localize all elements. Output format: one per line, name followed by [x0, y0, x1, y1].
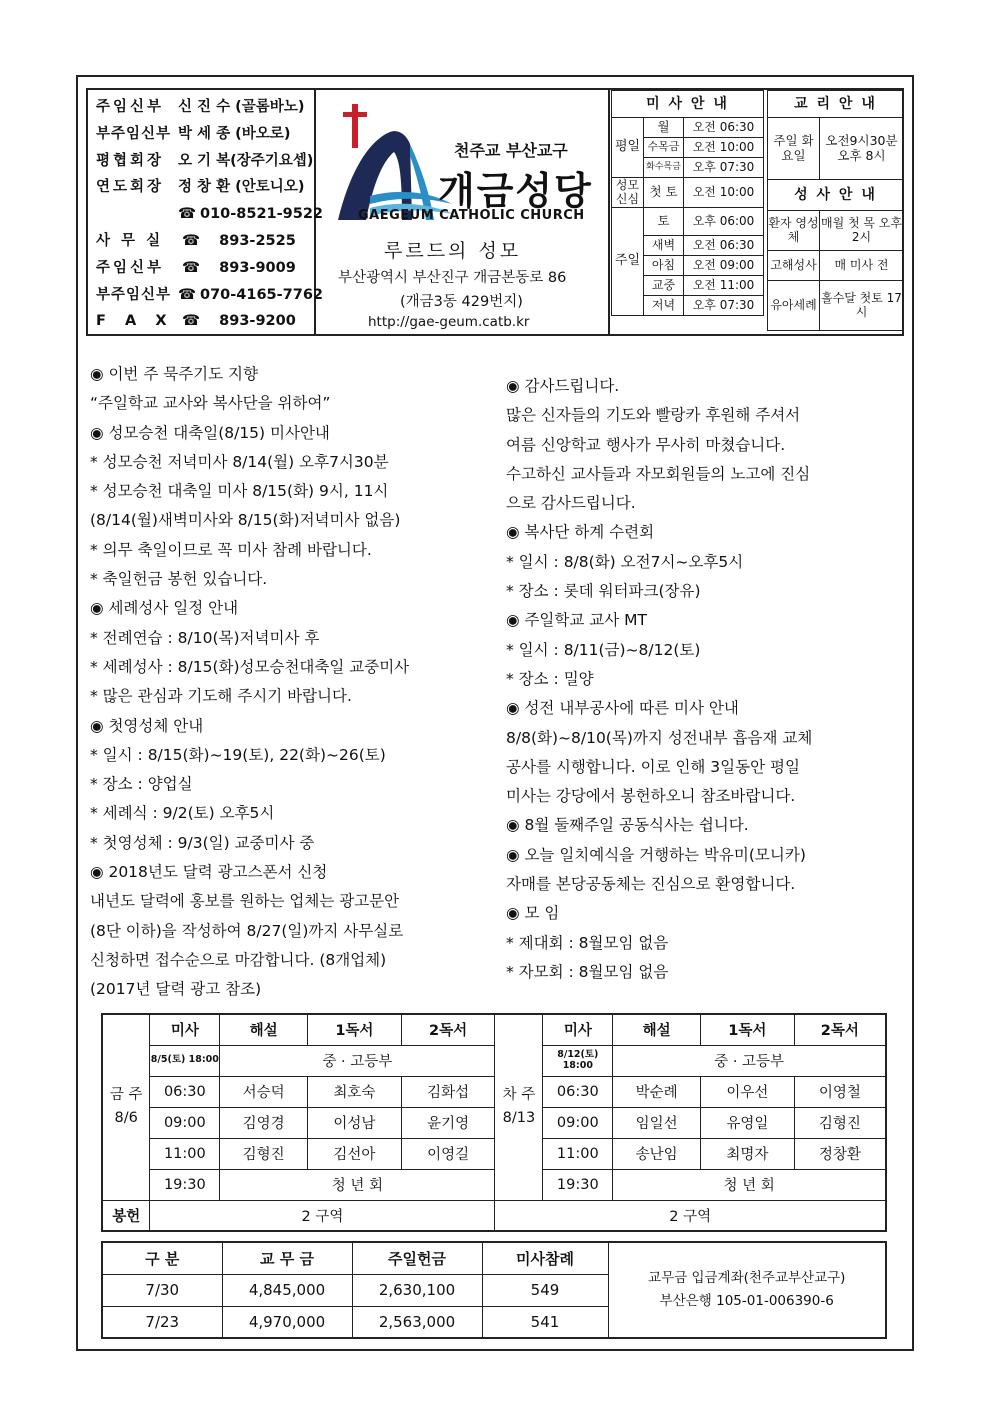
notice-line: ◉ 첫영성체 안내	[90, 716, 204, 735]
phone-icon: ☎	[177, 286, 197, 303]
notice-line: (8/14(월)새벽미사와 8/15(화)저녁미사 없음)	[90, 511, 401, 530]
phone-row: 사 무 실 ☎ 893-2525	[96, 228, 314, 255]
notice-line: * 성모승천 대축일 미사 8/15(화) 9시, 11시	[90, 482, 389, 501]
church-logo-block: 천주교 부산교구 개금성당 GAEGEUM CATHOLIC CHURCH 루르드의 성모 부산광역시 부산진구 개금본동로 86 (개금3동 429번지) http://gae-geum.catb.kr	[316, 90, 610, 334]
bulletin-header	[86, 88, 904, 336]
notice-line: * 장소 : 롯데 워터파크(장유)	[506, 582, 701, 601]
staff-row: 주임신부 신 진 수 (골롬바노)	[96, 99, 305, 115]
staff-list	[88, 90, 324, 334]
notice-line: * 제대회 : 8월모임 없음	[506, 933, 669, 952]
notice-line: ◉ 이번 주 묵주기도 지향	[90, 365, 258, 383]
staff-row: 평협회장 오 기 복(장주기요셉)	[96, 152, 314, 169]
notice-line: 수고하신 교사들과 자모회원들의 노고에 진심	[506, 464, 811, 483]
notice-line: * 세례성사 : 8/15(화)성모승천대축일 교중미사	[90, 657, 410, 676]
notice-line: * 자모회 : 8월모임 없음	[506, 962, 669, 981]
notice-line: 여름 신앙학교 행사가 무사히 마쳤습니다.	[506, 435, 786, 454]
notice-line: ◉ 성전 내부공사에 따른 미사 안내	[506, 699, 739, 718]
staff-row: 연도회장 정 창 환 (안토니오)	[96, 179, 305, 196]
notice-line: ◉ 2018년도 달력 광고스폰서 신청	[90, 863, 328, 882]
notice-line: ◉ 주일학교 교사 MT	[506, 611, 647, 630]
notice-line: * 장소 : 양업실	[90, 775, 193, 794]
notice-line: 자매를 본당공동체는 진심으로 환영합니다.	[506, 875, 796, 894]
notices-left	[90, 360, 409, 1005]
phone-row: 부주임신부 ☎ 070-4165-7762	[96, 282, 314, 309]
notice-line: (2017년 달력 광고 참조)	[90, 980, 262, 999]
notice-line: * 축일헌금 봉헌 있습니다.	[90, 570, 268, 589]
phone-row: ☎ 010-8521-9522	[96, 201, 314, 228]
phone-icon: ☎	[181, 259, 201, 276]
notice-line: ◉ 8월 둘째주일 공동식사는 쉽니다.	[506, 816, 749, 835]
phone-row: 주임신부 ☎ 893-9009	[96, 255, 314, 282]
notice-line: * 전례연습 : 8/10(목)저녁미사 후	[90, 628, 320, 647]
notice-line: 많은 신자들의 기도와 빨랑카 후원해 주셔서	[506, 406, 801, 425]
phone-row: F A X ☎ 893-9200	[96, 308, 314, 335]
notice-line: 8/8(화)~8/10(목)까지 성전내부 흡음재 교체	[506, 728, 813, 747]
church-website-link[interactable]: http://gae-geum.catb.kr	[368, 314, 530, 330]
notice-line: * 일시 : 8/15(화)~19(토), 22(화)~26(토)	[90, 745, 386, 764]
notice-line: * 의무 축일이므로 꼭 미사 참례 바랍니다.	[90, 540, 372, 559]
notice-line: * 많은 관심과 기도해 주시기 바랍니다.	[90, 687, 352, 706]
reader-roster-table: 금 주 8/6 미사 해설 1독서 2독서 차 주 8/13 미사 해설 1독서 2독서 8/5(토) 18:00 중 · 고등부 8/12(토) 18:00 중 · 고등부 06:30 서승덕 최호숙 김화섭 06:30 박순례 이우선 이영철 09:00 김영경 이성남 윤기영 09:00 임일선 유영일 김형진 11:00 김형진 김선아 이영길 11:00 송난임 최명자 정창환 19:30 청 년 회 19:30 청 년 회 봉헌 2 구역 2 구역	[101, 1013, 887, 1232]
notice-line: * 일시 : 8/11(금)~8/12(토)	[506, 640, 701, 659]
account-info: 교무금 입금계좌(천주교부산교구) 부산은행 105-01-006390-6	[608, 1242, 886, 1338]
notice-line: * 첫영성체 : 9/3(일) 교중미사 중	[90, 833, 315, 852]
notice-line: ◉ 모 임	[506, 904, 560, 923]
notice-line: ◉ 오늘 일치예식을 거행하는 박유미(모니카)	[506, 845, 806, 864]
notice-line: * 일시 : 8/8(화) 오전7시~오후5시	[506, 552, 744, 571]
mass-schedule-table: 미 사 안 내 평일 월 오전 06:30 수목금 오전 10:00 화수목금 오후 07:30 성모 신심 첫 토 오전 10:00 주일 토 오후 06:00 새벽 오전 06:30 아침 오전 09:00 교중 오전 11:00 저녁 오후 07:30	[611, 90, 764, 316]
phone-icon: ☎	[181, 232, 201, 249]
notice-line: (8단 이하)을 작성하여 8/27(일)까지 사무실로	[90, 921, 404, 940]
finance-table: 구 분 교 무 금 주일헌금 미사참례 교무금 입금계좌(천주교부산교구) 부산은행 105-01-006390-6 7/30 4,845,000 2,630,100 549 7/23 4,970,000 2,563,000 541	[101, 1241, 887, 1339]
notice-line: ◉ 세례성사 일정 안내	[90, 599, 239, 618]
notice-line: * 장소 : 밀양	[506, 669, 594, 688]
notice-line: 신청하면 접수순으로 마감합니다. (8개업체)	[90, 950, 387, 969]
phone-icon: ☎	[177, 206, 197, 223]
notice-line: ◉ 복사단 하계 수련회	[506, 523, 655, 542]
notice-line: 공사를 시행합니다. 이로 인해 3일동안 평일	[506, 757, 800, 776]
phone-icon: ☎	[181, 313, 201, 330]
notice-line: ◉ 감사드립니다.	[506, 377, 620, 395]
notices-right	[506, 372, 812, 987]
notice-line: ◉ 성모승천 대축일(8/15) 미사안내	[90, 423, 330, 442]
catechism-table: 교 리 안 내 주일 화요일 오전9시30분 오후 8시 성 사 안 내 환자 영성체 매월 첫 목 오후 2시 고해성사 매 미사 전 유아세례 홀수달 첫토 17시	[767, 90, 904, 331]
notice-line: 미사는 강당에서 봉헌하오니 참조바랍니다.	[506, 787, 796, 806]
staff-row: 부주임신부 박 세 종 (바오로)	[96, 125, 291, 142]
notice-line: 내년도 달력에 홍보를 원하는 업체는 광고문안	[90, 892, 400, 911]
notice-line: * 세례식 : 9/2(토) 오후5시	[90, 804, 275, 823]
notice-line: “주일학교 교사와 복사단을 위하여”	[90, 394, 331, 413]
notice-line: 으로 감사드립니다.	[506, 494, 636, 513]
notice-line: * 성모승천 저녁미사 8/14(월) 오후7시30분	[90, 452, 389, 471]
